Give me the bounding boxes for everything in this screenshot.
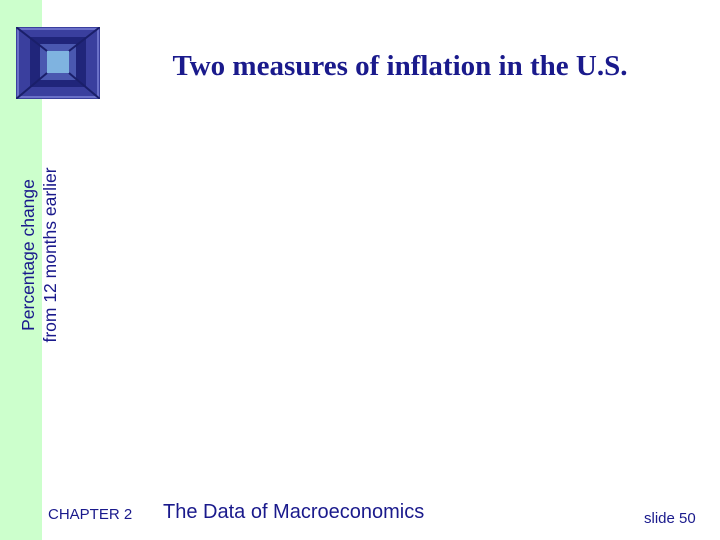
slide-title: Two measures of inflation in the U.S. xyxy=(172,50,628,82)
y-axis-label xyxy=(17,145,73,365)
chapter-label: CHAPTER 2 xyxy=(48,506,133,523)
y-axis-label-line2: from 12 months earlier xyxy=(40,167,60,343)
book-title: The Data of Macroeconomics xyxy=(163,501,425,523)
nested-squares-logo-icon xyxy=(16,27,100,99)
slide-number: slide 50 xyxy=(644,510,696,527)
y-axis-label-line1: Percentage change xyxy=(18,179,38,331)
